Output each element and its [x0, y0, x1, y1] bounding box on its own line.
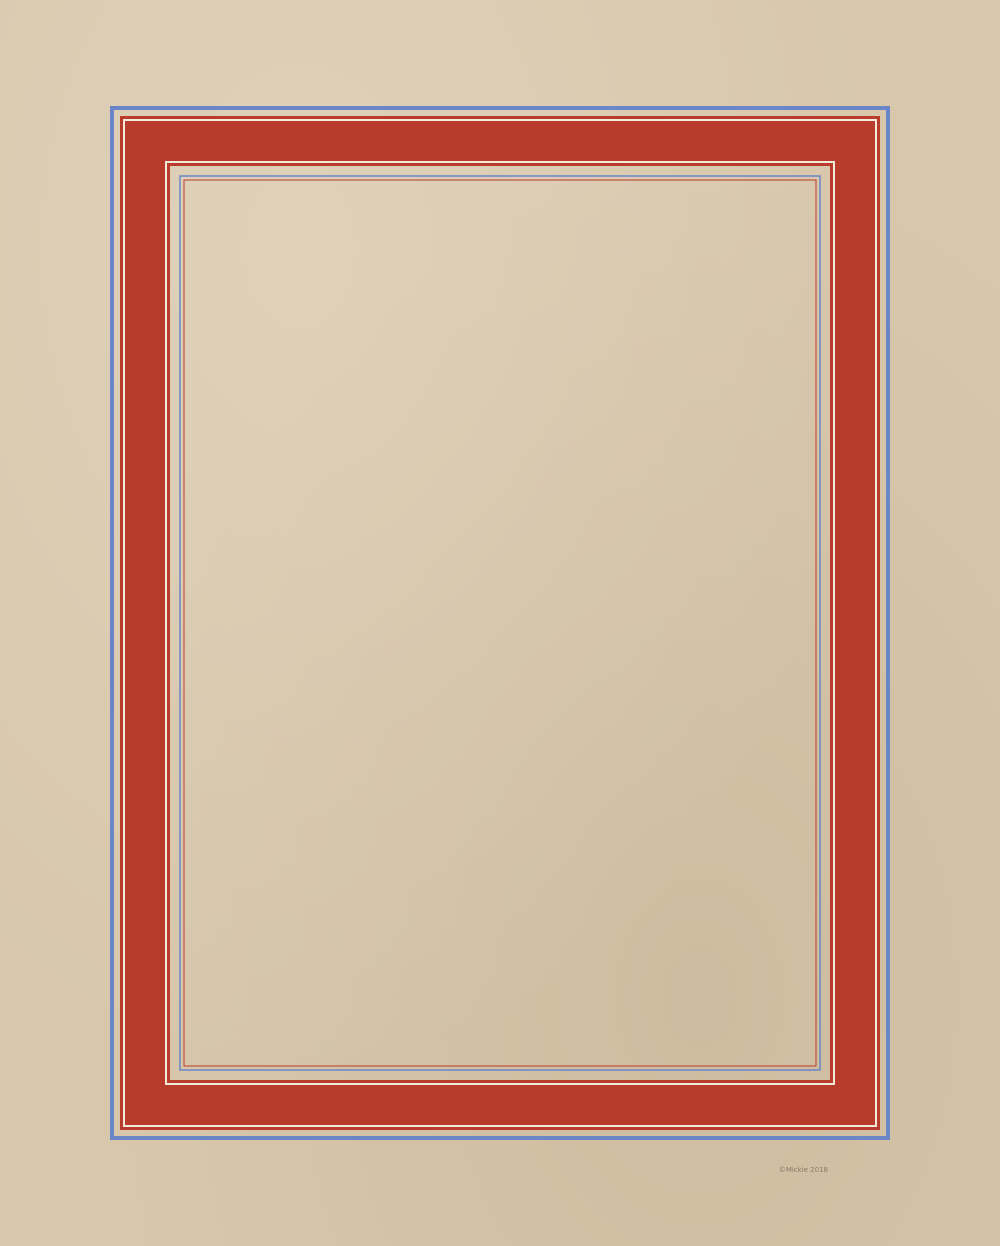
copyright-mark: ©Mickie 2018 — [778, 1166, 828, 1174]
red-band — [120, 116, 880, 1130]
